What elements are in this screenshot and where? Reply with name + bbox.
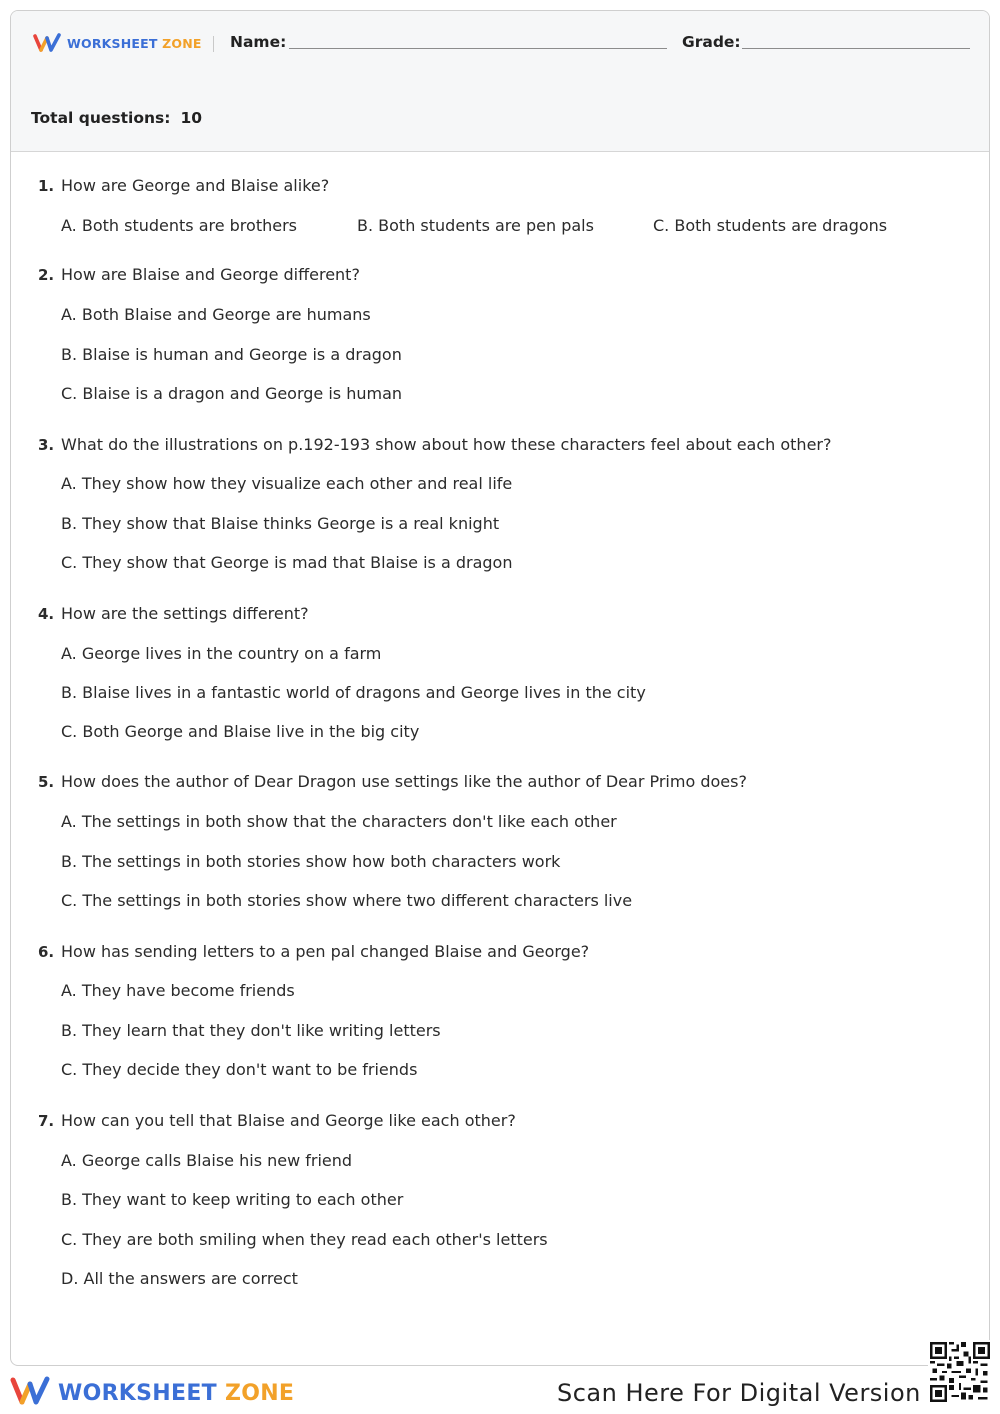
answer-option[interactable]: A. Both students are brothers [61, 216, 297, 235]
answer-option[interactable]: A. George calls Blaise his new friend [61, 1151, 353, 1170]
answer-option[interactable]: B. The settings in both stories show how both characters work [61, 852, 561, 871]
answer-option[interactable]: C. The settings in both stories show where two different characters live [61, 891, 633, 910]
answer-option[interactable]: A. They have become friends [61, 981, 295, 1000]
answer-option[interactable]: B. They want to keep writing to each other [61, 1190, 404, 1209]
question-1 [11, 176, 989, 235]
question-number: 2. [38, 266, 55, 284]
question-5 [11, 772, 989, 910]
question-stem [11, 435, 989, 457]
question-stem [11, 1111, 989, 1133]
qr-code-icon[interactable] [928, 1340, 992, 1404]
question-text: How are George and Blaise alike? [61, 176, 330, 195]
question-text: How does the author of Dear Dragon use settings like the author of Dear Primo does? [61, 772, 747, 791]
question-number: 4. [38, 605, 55, 623]
scan-instruction: Scan Here For Digital Version [557, 1379, 921, 1407]
question-number: 5. [38, 773, 55, 791]
question-text: How are Blaise and George different? [61, 265, 360, 284]
question-3 [11, 435, 989, 572]
question-stem [11, 772, 989, 794]
question-stem [11, 942, 989, 964]
answer-option[interactable]: A. George lives in the country on a farm [61, 644, 382, 663]
question-number: 3. [38, 436, 55, 454]
answer-option[interactable]: B. They learn that they don't like writing letters [61, 1021, 441, 1040]
worksheetzone-logo-icon [10, 1376, 50, 1410]
question-stem [11, 265, 989, 287]
question-text: How are the settings different? [61, 604, 309, 623]
worksheetzone-logo-icon [33, 33, 61, 53]
answer-option[interactable]: C. Both students are dragons [653, 216, 888, 235]
answer-option[interactable]: D. All the answers are correct [61, 1269, 298, 1288]
answer-option[interactable]: B. Blaise lives in a fantastic world of dragons and George lives in the city [61, 683, 646, 702]
answer-option[interactable]: B. Blaise is human and George is a dragon [61, 345, 402, 364]
question-6 [11, 942, 989, 1079]
question-stem [11, 176, 989, 198]
total-questions-value: 10 [180, 109, 203, 127]
worksheet-header [11, 11, 989, 152]
question-number: 7. [38, 1112, 55, 1130]
grade-label: Grade: [682, 33, 741, 51]
answer-option[interactable]: C. Blaise is a dragon and George is human [61, 384, 403, 403]
question-text: What do the illustrations on p.192-193 show about how these characters feel about each other? [61, 435, 832, 454]
question-2 [11, 265, 989, 403]
total-questions [31, 109, 202, 127]
answer-option[interactable]: C. They are both smiling when they read each other's letters [61, 1230, 548, 1249]
answer-option[interactable]: B. Both students are pen pals [357, 216, 594, 235]
answer-option[interactable]: B. They show that Blaise thinks George is a real knight [61, 514, 500, 533]
name-field[interactable] [289, 48, 667, 49]
question-stem [11, 604, 989, 626]
answer-option[interactable]: C. Both George and Blaise live in the big city [61, 722, 420, 741]
worksheet-page [10, 10, 990, 1366]
answer-option[interactable]: C. They decide they don't want to be friends [61, 1060, 418, 1079]
question-7 [11, 1111, 989, 1288]
brand-header [33, 33, 202, 53]
brand-footer [10, 1376, 294, 1410]
brand-wordmark: WORKSHEET ZONE [67, 35, 202, 51]
answer-option[interactable]: A. Both Blaise and George are humans [61, 305, 371, 324]
answer-option[interactable]: A. They show how they visualize each other and real life [61, 474, 513, 493]
brand-wordmark: WORKSHEET ZONE [58, 1380, 295, 1406]
total-questions-label: Total questions: [31, 109, 171, 127]
header-divider [213, 36, 214, 52]
answer-option[interactable]: A. The settings in both show that the characters don't like each other [61, 812, 617, 831]
question-text: How can you tell that Blaise and George like each other? [61, 1111, 516, 1130]
question-number: 1. [38, 177, 55, 195]
page-footer [0, 1366, 1000, 1414]
name-label: Name: [230, 33, 287, 51]
answer-option[interactable]: C. They show that George is mad that Blaise is a dragon [61, 553, 513, 572]
question-text: How has sending letters to a pen pal changed Blaise and George? [61, 942, 590, 961]
question-number: 6. [38, 943, 55, 961]
question-4 [11, 604, 989, 741]
grade-field[interactable] [742, 48, 970, 49]
